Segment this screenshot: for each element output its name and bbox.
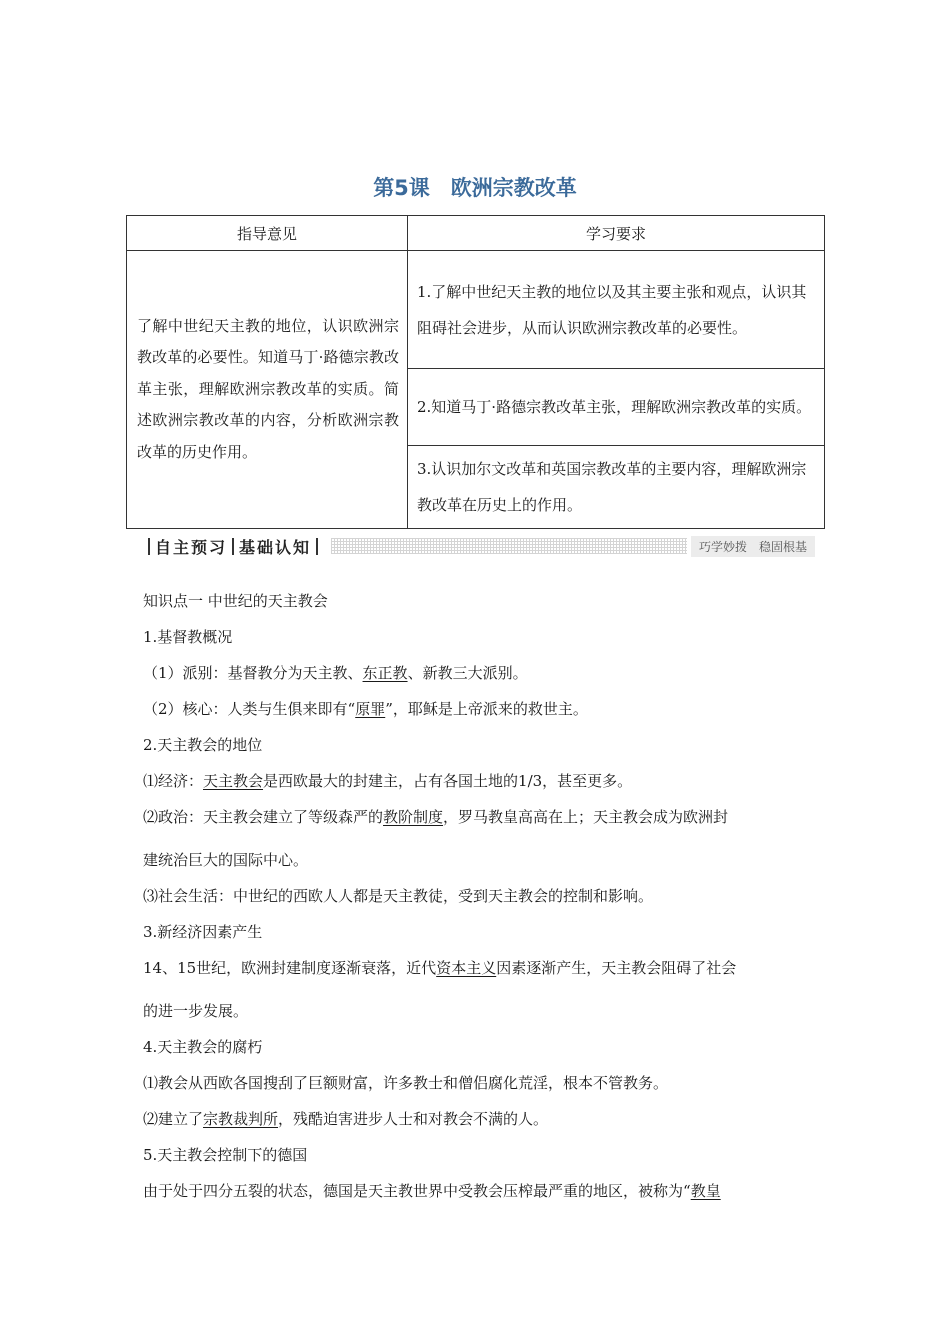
paragraph-2-3: ⑶社会生活：中世纪的西欧人人都是天主教徒，受到天主教会的控制和影响。 (143, 887, 654, 905)
paragraph-4-2: ⑵建立了宗教裁判所，残酷迫害进步人士和对教会不满的人。 (143, 1110, 549, 1128)
paragraph-1-1: （1）派别：基督教分为天主教、东正教、新教三大派别。 (143, 664, 528, 682)
section-heading-2: 2.天主教会的地位 (143, 736, 263, 754)
section-heading-1: 1.基督教概况 (143, 628, 233, 646)
key-term: 东正教 (362, 664, 408, 682)
banner-title-1: 自主预习 (155, 537, 228, 557)
requirement-2: 2.知道马丁·路德宗教改革主张，理解欧洲宗教改革的实质。 (408, 369, 825, 446)
banner-divider (148, 538, 150, 555)
paragraph-1-2: （2）核心：人类与生俱来即有“原罪”，耶稣是上帝派来的救世主。 (143, 700, 588, 718)
key-term: 资本主义 (436, 959, 497, 977)
lesson-title: 第5课 欧洲宗教改革 (373, 176, 577, 200)
paragraph-5-1: 由于处于四分五裂的状态，德国是天主教世界中受教会压榨最严重的地区，被称为“教皇 (143, 1182, 721, 1200)
key-term: 原罪 (355, 700, 386, 718)
table-header-guidance: 指导意见 (127, 216, 408, 251)
requirement-1: 1.了解中世纪天主教的地位以及其主要主张和观点，认识其阻碍社会进步，从而认识欧洲宗教改革的必要性。 (408, 251, 825, 369)
requirement-3: 3.认识加尔文改革和英国宗教改革的主要内容，理解欧洲宗教改革在历史上的作用。 (408, 446, 825, 529)
paragraph-4-1: ⑴教会从西欧各国搜刮了巨额财富，许多教士和僧侣腐化荒淫，根本不管教务。 (143, 1074, 669, 1092)
paragraph-2-1: ⑴经济：天主教会是西欧最大的封建主，占有各国土地的1/3，甚至更多。 (143, 772, 633, 790)
knowledge-point-title: 知识点一 中世纪的天主教会 (143, 592, 328, 610)
paragraph-3-1-cont: 的进一步发展。 (143, 1002, 249, 1020)
banner-tag: 巧学妙拨 稳固根基 (691, 536, 815, 557)
section-banner (143, 535, 815, 557)
section-heading-5: 5.天主教会控制下的德国 (143, 1146, 308, 1164)
guidance-table (126, 215, 825, 529)
banner-divider (316, 538, 318, 555)
table-header-requirements: 学习要求 (408, 216, 825, 251)
paragraph-3-1: 14、15世纪，欧洲封建制度逐渐衰落，近代资本主义因素逐渐产生，天主教会阻碍了社会 (143, 959, 737, 977)
guidance-text: 了解中世纪天主教的地位，认识欧洲宗教改革的必要性。知道马丁·路德宗教改革主张，理解欧洲宗教改革的实质。简述欧洲宗教改革的内容，分析欧洲宗教改革的历史作用。 (127, 251, 408, 529)
knowledge-content (143, 590, 815, 1201)
banner-divider (232, 538, 234, 555)
key-term: 教皇 (690, 1182, 721, 1200)
key-term: 教阶制度 (383, 808, 444, 826)
section-heading-3: 3.新经济因素产生 (143, 923, 263, 941)
banner-pattern (331, 538, 687, 554)
paragraph-2-2-cont: 建统治巨大的国际中心。 (143, 851, 309, 869)
banner-title-2: 基础认知 (239, 537, 312, 557)
key-term: 天主教会 (203, 772, 264, 790)
section-heading-4: 4.天主教会的腐朽 (143, 1038, 263, 1056)
paragraph-2-2: ⑵政治：天主教会建立了等级森严的教阶制度，罗马教皇高高在上；天主教会成为欧洲封 (143, 808, 729, 826)
key-term: 宗教裁判所 (203, 1110, 279, 1128)
